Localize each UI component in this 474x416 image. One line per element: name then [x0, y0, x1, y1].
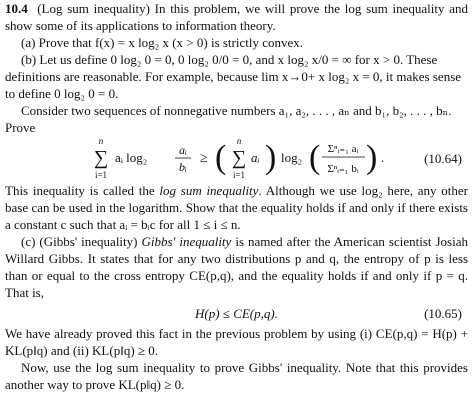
- rhs-open-paren: (: [215, 139, 227, 176]
- part-c-rest: is named after the American scientist Josiah Willard Gibbs. It states that for any two distributions p and q, the entropy of p is less than or equal to the cross entropy CE(p,q), and the equality holds if and only if p = q. That is,: [5, 234, 469, 300]
- eq-period: .: [381, 150, 385, 165]
- log-arg-close-paren: ): [366, 139, 378, 176]
- lsi-paragraph: [5, 182, 468, 233]
- problem-intro: [5, 0, 468, 34]
- equation-10-65: [5, 301, 468, 325]
- rhs-sum-upper: n: [236, 136, 242, 146]
- prove-label: Prove: [5, 120, 36, 135]
- big-frac-numerator: Σⁿᵢ₌₁ aᵢ: [327, 143, 359, 155]
- lsi-text-rest: . Although we use log₂ here, any other base can be used in the logarithm. Show that the equality holds if and only if there exists a constant c such that aᵢ = bᵢc for all 1 ≤ i ≤ n.: [5, 183, 469, 232]
- lhs-sum-upper: n: [98, 136, 104, 146]
- part-c-start: (c) (Gibbs' inequality): [21, 234, 142, 249]
- lhs-term: aᵢ log₂: [115, 150, 148, 165]
- lhs-sum-lower: i=1: [94, 170, 108, 180]
- equation-number-10-65: (10.65): [424, 306, 462, 321]
- rhs-sum-sigma: ∑: [231, 147, 247, 169]
- consider-sequences: Consider two sequences of nonnegative numbers a₁, a₂, . . . , aₙ and b₁, b₂, . . . , bₙ.: [21, 103, 452, 118]
- rhs-term: aᵢ: [251, 150, 260, 165]
- lsi-text-start: This inequality is called the: [5, 183, 160, 198]
- part-b-line-3: to define 0 log₂ 0 = 0.: [5, 86, 119, 101]
- rhs-close-paren: ): [265, 139, 277, 176]
- lhs-frac-denominator: bᵢ: [179, 160, 187, 174]
- gibbs-term: Gibbs' inequality: [141, 234, 232, 249]
- geq-sign: ≥: [200, 151, 208, 166]
- log-arg-open-paren: (: [309, 139, 321, 176]
- part-a: (a) Prove that f(x) = x log₂ x (x > 0) is strictly convex.: [21, 35, 304, 50]
- problem-number: 10.4: [5, 1, 28, 16]
- final-instruction: Now, use the log sum inequality to prove Gibbs' inequality. Note that this provides another way to prove KL(p‖q) ≥ 0.: [5, 360, 468, 392]
- log-sum-inequality-formula: [65, 136, 395, 182]
- already-proved-paragraph: We have already proved this fact in the previous problem by using (i) CE(p,q) = H(p) + KL(p‖q) and (ii) KL(p‖q) ≥ 0.: [5, 326, 468, 358]
- equation-10-64: [5, 136, 468, 182]
- part-c: [5, 233, 468, 301]
- lsi-term: log sum inequality: [159, 183, 259, 198]
- equation-number-10-64: (10.64): [424, 151, 462, 166]
- lhs-frac-numerator: aᵢ: [179, 143, 187, 157]
- log2-label: log₂: [281, 150, 303, 165]
- big-frac-denominator: Σⁿᵢ₌₁ bᵢ: [327, 163, 359, 175]
- part-b-line-1: (b) Let us define 0 log₂ 0 = 0, 0 log₂ 0/0 = 0, and x log₂ x/0 = ∞ for x > 0. These: [21, 52, 438, 67]
- intro-text: (Log sum inequality) In this problem, we will prove the log sum inequality and show some of its applications to information theory.: [5, 1, 468, 33]
- part-b-line-2: definitions are reasonable. For example, because lim x→0+ x log₂ x = 0, it makes sense: [5, 69, 462, 84]
- rhs-sum-lower: i=1: [232, 170, 246, 180]
- gibbs-formula: H(p) ≤ CE(p,q).: [195, 306, 278, 321]
- lhs-sum-sigma: ∑: [93, 147, 109, 169]
